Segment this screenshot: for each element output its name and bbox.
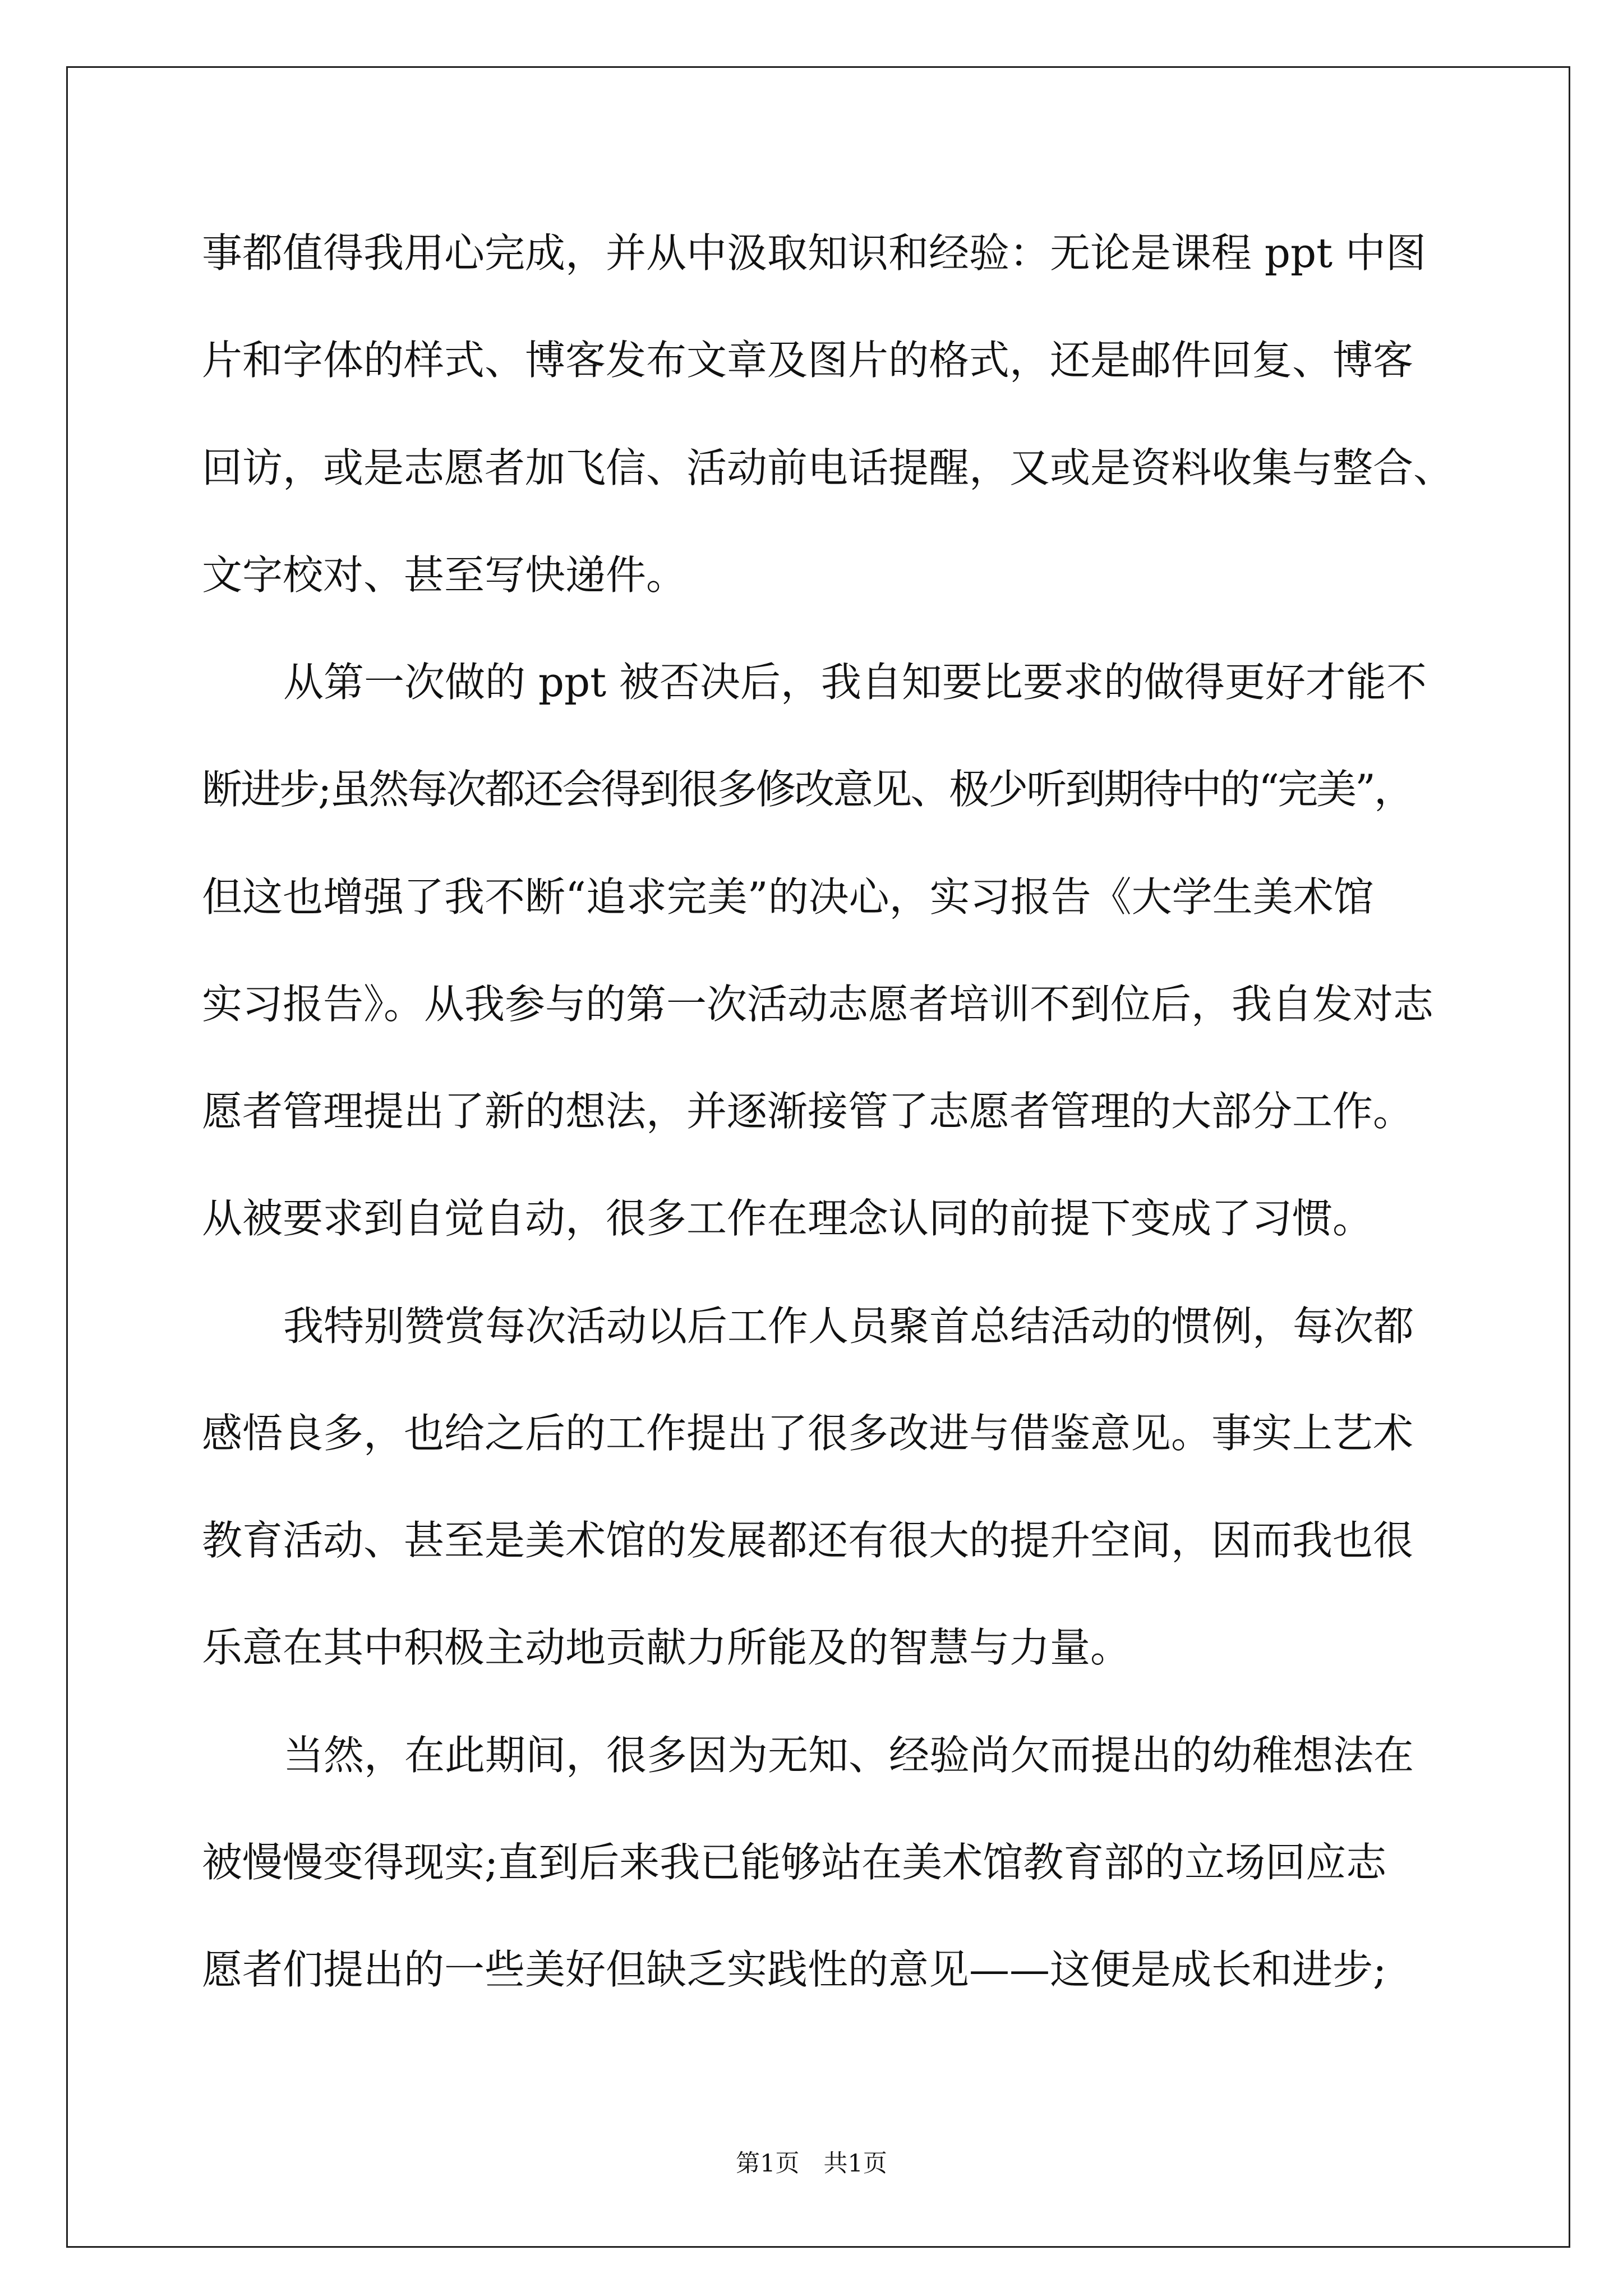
- text-line: 乐意在其中积极主动地贡献力所能及的智慧与力量。: [202, 1624, 1131, 1672]
- paragraph: [202, 1273, 1492, 1702]
- text-line: 被慢慢变得现实;直到后来我已能够站在美术馆教育部的立场回应志: [202, 1838, 1387, 1886]
- text-line: 实习报告》。从我参与的第一次活动志愿者培训不到位后，我自发对志: [202, 980, 1434, 1028]
- text-line: 教育活动、甚至是美术馆的发展都还有很大的提升空间，因而我也很: [202, 1517, 1414, 1564]
- text-line: 从被要求到自觉自动，很多工作在理念认同的前提下变成了习惯。: [202, 1195, 1373, 1243]
- text-line: 感悟良多，也给之后的工作提出了很多改进与借鉴意见。事实上艺术: [202, 1409, 1414, 1457]
- page-number-footer: 第1页 共1页: [736, 2150, 887, 2178]
- text-line: 回访，或是志愿者加飞信、活动前电话提醒，又或是资料收集与整合、: [202, 444, 1454, 491]
- text-line: 文字校对、甚至写快递件。: [202, 551, 687, 599]
- paragraph: [202, 629, 1492, 1273]
- text-line: 但这也增强了我不断“追求完美”的决心，实习报告《大学生美术馆: [202, 873, 1374, 921]
- text-line: 我特别赞赏每次活动以后工作人员聚首总结活动的惯例，每次都: [283, 1302, 1414, 1350]
- paragraph: [202, 200, 1492, 629]
- text-line: 当然，在此期间，很多因为无知、经验尚欠而提出的幼稚想法在: [283, 1731, 1414, 1779]
- text-line: 断进步;虽然每次都还会得到很多修改意见、极少听到期待中的“完美”，: [202, 766, 1413, 813]
- text-line: 从第一次做的 ppt 被否决后，我自知要比要求的做得更好才能不: [283, 659, 1427, 706]
- text-line: 片和字体的样式、博客发布文章及图片的格式，还是邮件回复、博客: [202, 337, 1414, 384]
- text-line: 愿者管理提出了新的想法，并逐渐接管了志愿者管理的大部分工作。: [202, 1088, 1414, 1135]
- document-body: [202, 200, 1492, 2023]
- text-line: 愿者们提出的一些美好但缺乏实践性的意见——这便是成长和进步;: [202, 1946, 1387, 1993]
- paragraph: [202, 1702, 1492, 2024]
- text-line: 事都值得我用心完成，并从中汲取知识和经验：无论是课程 ppt 中图: [202, 229, 1426, 277]
